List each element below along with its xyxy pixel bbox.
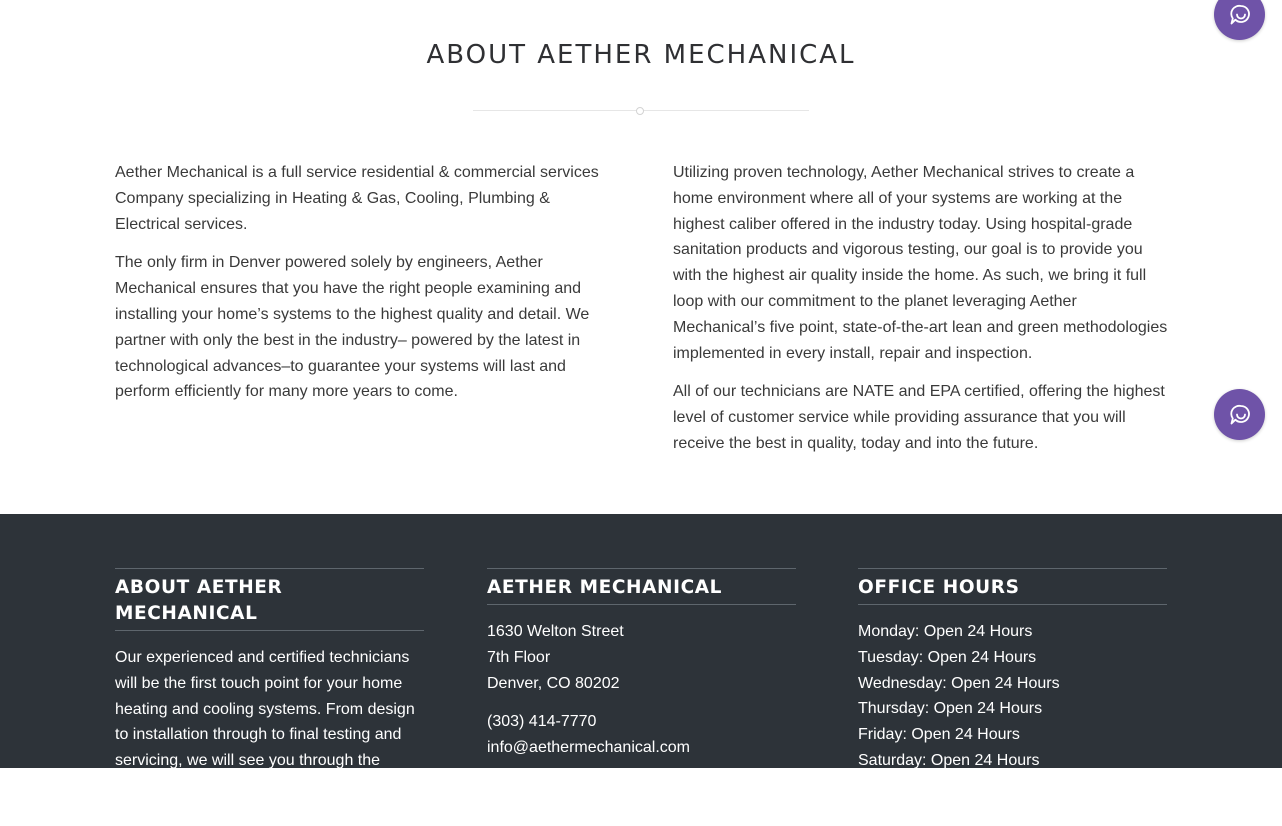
about-left-column [115, 160, 613, 418]
hours-item: Thursday: Open 24 Hours [858, 700, 1043, 718]
hours-item: Monday: Open 24 Hours [858, 623, 1033, 640]
hours-item: Saturday: Open 24 Hours [858, 751, 1040, 769]
footer-hours-heading: OFFICE HOURS [858, 568, 1167, 605]
footer-contact-info [487, 709, 796, 761]
about-right-column [673, 160, 1173, 470]
footer-email-link[interactable]: info@aethermechanical.com [487, 739, 691, 757]
footer-hours-column [858, 568, 1167, 774]
chat-bubble-icon [1228, 3, 1252, 27]
footer-about-text: Our experienced and certified technicians will be the first touch point for your home heating and cooling systems. From design to installation through to final testing and servicing, we will see you through the entire process to ensure the highest level of [115, 649, 415, 821]
footer-address: 1630 Welton Street 7th Floor Denver, CO 80202 [487, 623, 624, 692]
footer-hours-list [858, 619, 1167, 774]
footer-phone-link[interactable]: (303) 414-7770 [487, 713, 597, 731]
hours-item: Tuesday: Open 24 Hours [858, 648, 1037, 666]
divider-dot-icon [636, 107, 644, 115]
about-paragraph: All of our technicians are NATE and EPA certified, offering the highest level of customer service while providing assurance that you will receive the best in quality, today and into the future. [673, 383, 1165, 452]
footer-about-heading: ABOUT AETHER MECHANICAL [115, 568, 424, 631]
chat-bubble-icon [1228, 403, 1252, 427]
about-paragraph: Aether Mechanical is a full service residential & commercial services Company specializing in Heating & Gas, Cooling, Plumbing & Electrical services. [115, 164, 599, 233]
footer-contact-column [487, 568, 796, 761]
hours-item: Friday: Open 24 Hours [858, 726, 1020, 744]
site-footer [0, 514, 1282, 821]
hours-item: Wednesday: Open 24 Hours [858, 674, 1060, 692]
footer-about-column [115, 568, 424, 826]
about-paragraph: Utilizing proven technology, Aether Mechanical strives to create a home environment where all of your systems are working at the highest caliber offered in the industry today. Using hospital-grade sanitation products and vigorous testing, our goal is to provide you with the highest air quality inside the home. As such, we bring it full loop with our commitment to the planet leveraging Aether Mechanical’s five point, state-of-the-art lean and green methodologies implemented in every install, repair and inspection. [673, 164, 1168, 362]
chat-widget-button[interactable] [1214, 389, 1265, 440]
about-title: ABOUT AETHER MECHANICAL [426, 40, 856, 70]
footer-contact-heading: AETHER MECHANICAL [487, 568, 796, 605]
about-paragraph: The only firm in Denver powered solely by engineers, Aether Mechanical ensures that you have the right people examining and installing your home’s systems to the highest quality and detail. We partner with only the best in the industry– powered by the latest in technological advances–to guarantee your systems will last and perform efficiently for many more years to come. [115, 254, 590, 401]
